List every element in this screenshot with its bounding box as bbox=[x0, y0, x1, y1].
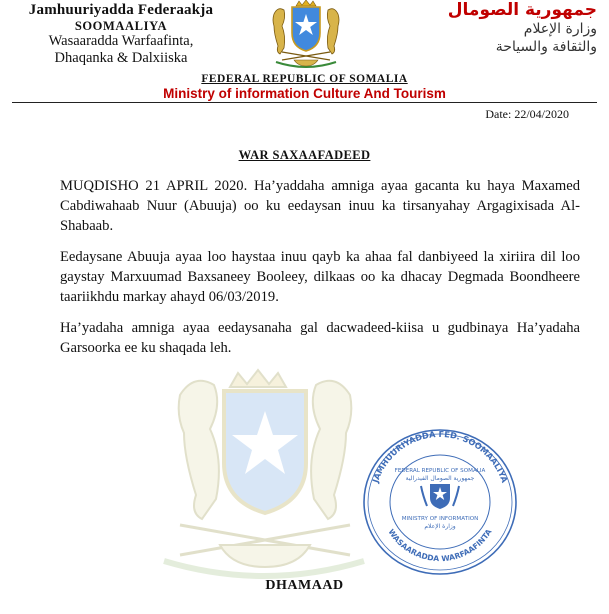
letterhead-ministry-line2: Dhaqanka & Dalxiiska bbox=[54, 50, 188, 66]
stamp-inner-arabic-bottom-text: وزارة الإعلام bbox=[424, 523, 456, 530]
letterhead-republic-name: Jamhuuriyadda Federaakja bbox=[28, 2, 214, 18]
federal-republic-heading: FEDERAL REPUBLIC OF SOMALIA bbox=[201, 73, 408, 85]
letterhead-arabic-republic: جمهورية الصومال bbox=[447, 0, 597, 20]
official-stamp bbox=[355, 420, 525, 580]
paragraph-1: MUQDISHO 21 APRIL 2020. Ha’yaddaha amniga ayaa gacanta ku haya Maxamed Cabdiwahaab Nuur (Abuuja) oo ku eedaysan inuu ka tirsanyahay Argagixisada Al-Shabaab. bbox=[60, 178, 580, 234]
closing-text: DHAMAAD bbox=[265, 578, 344, 593]
letterhead-ministry-line1: Wasaaradda Warfaafinta, bbox=[48, 33, 194, 49]
letterhead-country-name: SOOMAALIYA bbox=[74, 19, 168, 33]
stamp-inner-arabic-text: جمهورية الصومال الفيدرالية bbox=[405, 475, 475, 482]
ministry-heading: Ministry of information Culture And Tourism bbox=[163, 86, 446, 101]
paragraph-3: Ha’yadaha amniga ayaa eedaysanaha gal dacwadeed-kiisa u gudbinaya Ha’yadaha Garsoorka ee ku shaqada leh. bbox=[60, 320, 580, 356]
letterhead-arabic-ministry-line2: والثقافة والسياحة bbox=[495, 39, 597, 55]
coat-of-arms-icon bbox=[268, 0, 344, 68]
stamp-outer-bottom-text: WASAARADDA WARFAAFINTA bbox=[386, 527, 494, 564]
header-divider bbox=[12, 102, 597, 103]
paragraph-2: Eedaysane Abuuja ayaa loo haystaa inuu qayb ka ahaa fal danbiyeed la xiriira dil loo gaystay Marxuumad Baxsaneey Booleey, dilkaas oo ka dhacay Degmada Boondheere taariikhdu markay ahayd 06/03/2019. bbox=[60, 249, 580, 305]
letterhead-arabic bbox=[417, 0, 597, 56]
stamp-outer-top-text: JAMHUURIYADDA FED. SOOMAALIYA bbox=[370, 428, 510, 484]
letterhead-arabic-ministry-line1: وزارة الإعلام bbox=[523, 21, 597, 37]
letterhead-center-block bbox=[0, 72, 609, 102]
stamp-inner-bottom-text: MINISTRY OF INFORMATION bbox=[401, 516, 479, 522]
watermark-coat-of-arms-icon bbox=[150, 365, 380, 580]
stamp-emblem-icon bbox=[421, 484, 459, 509]
document-title: WAR SAXAAFADEED bbox=[238, 148, 371, 162]
letterhead-somali bbox=[6, 2, 236, 67]
stamp-inner-top-text: FEDERAL REPUBLIC OF SOMALIA bbox=[394, 468, 486, 474]
document-date: Date: 22/04/2020 bbox=[485, 107, 569, 121]
